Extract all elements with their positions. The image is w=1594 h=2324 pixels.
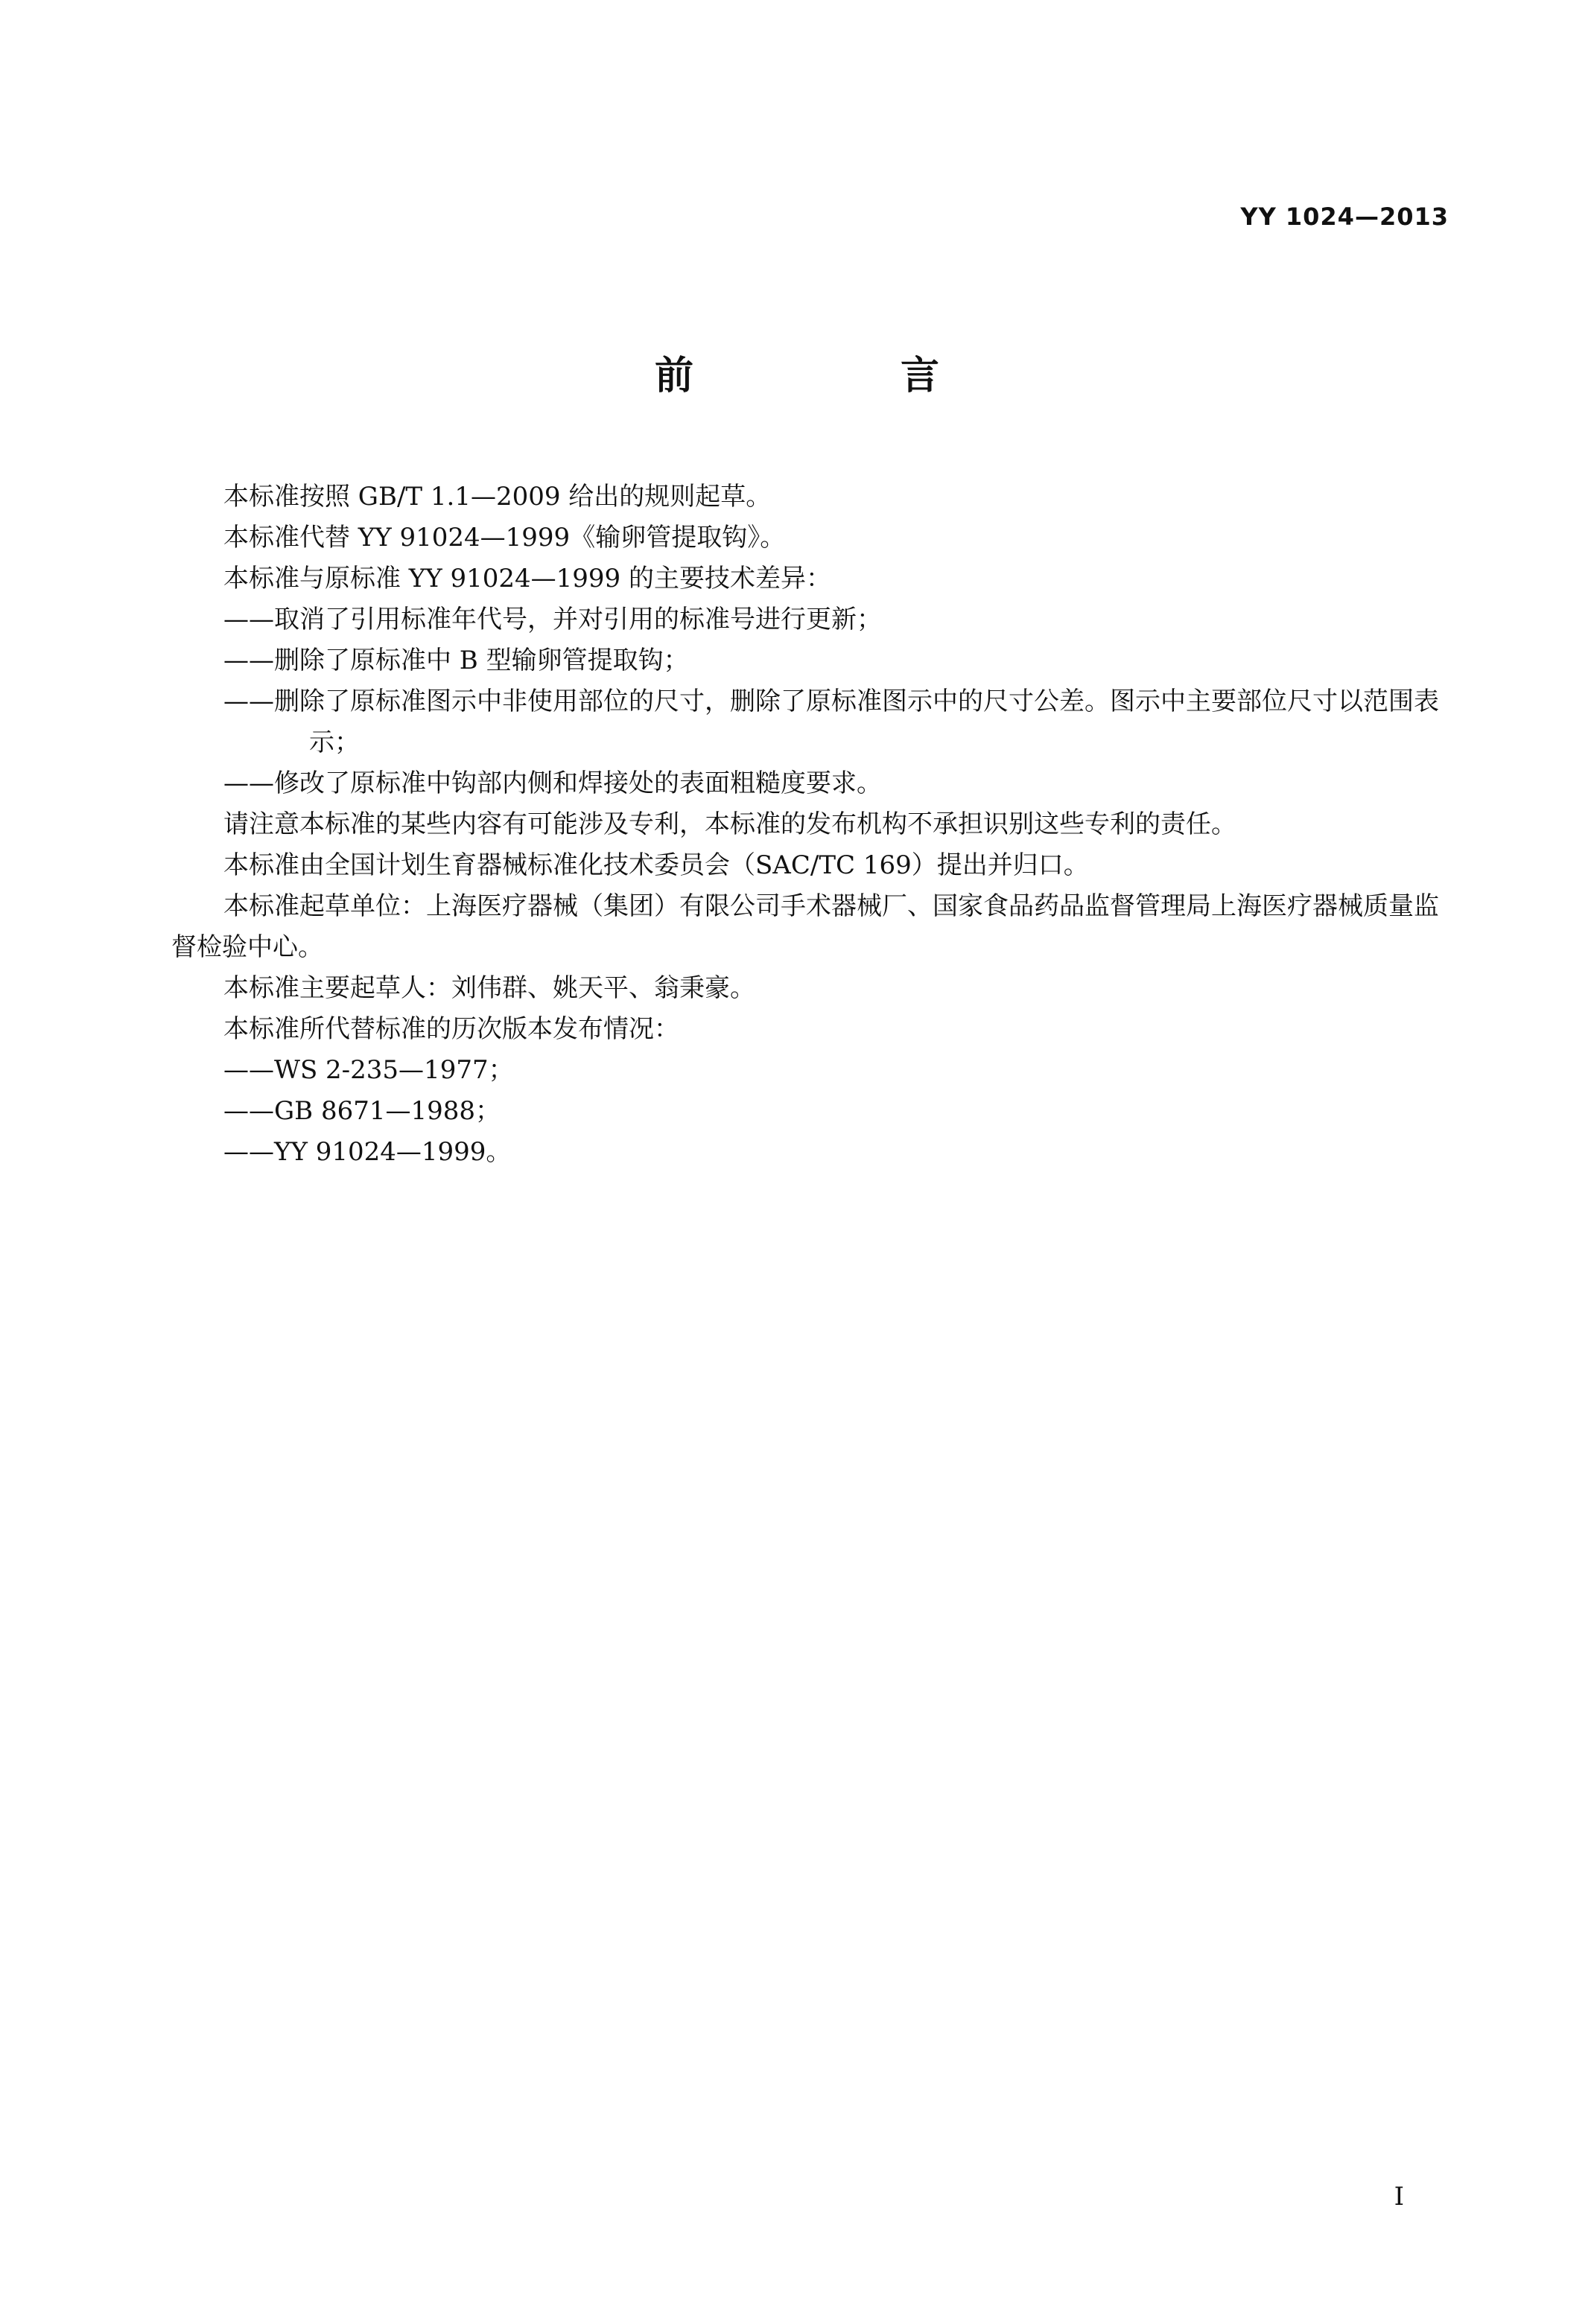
difference-item-1: ——取消了引用标准年代号，并对引用的标准号进行更新； (223, 605, 882, 634)
foreword-body (171, 477, 1452, 1173)
paragraph-drafting-rules: 本标准按照 GB/T 1.1—2009 给出的规则起草。 (223, 482, 772, 512)
paragraph-replaces: 本标准代替 YY 91024—1999《输卵管提取钩》。 (223, 523, 786, 553)
difference-item-3: ——删除了原标准图示中非使用部位的尺寸，删除了原标准图示中的尺寸公差。图示中主要部位尺寸以范围表示； (223, 687, 1439, 757)
paragraph-history-intro: 本标准所代替标准的历次版本发布情况： (223, 1014, 679, 1044)
paragraph-committee: 本标准由全国计划生育器械标准化技术委员会（SAC/TC 169）提出并归口。 (223, 850, 1089, 880)
difference-item-4: ——修改了原标准中钩部内侧和焊接处的表面粗糙度要求。 (223, 768, 882, 798)
history-item-1: ——WS 2-235—1977； (223, 1055, 514, 1085)
difference-item-2: ——删除了原标准中 B 型输卵管提取钩； (223, 646, 689, 675)
paragraph-drafters: 本标准主要起草人：刘伟群、姚天平、翁秉豪。 (223, 973, 755, 1003)
history-item-3: ——YY 91024—1999。 (223, 1137, 512, 1167)
page-number: I (1394, 2182, 1404, 2212)
paragraph-patent-notice: 请注意本标准的某些内容有可能涉及专利，本标准的发布机构不承担识别这些专利的责任。 (223, 809, 1236, 839)
paragraph-differences-intro: 本标准与原标准 YY 91024—1999 的主要技术差异： (223, 564, 831, 593)
page-title: 前 言 (654, 354, 1037, 398)
history-item-2: ——GB 8671—1988； (223, 1096, 501, 1126)
paragraph-drafting-units: 本标准起草单位：上海医疗器械（集团）有限公司手术器械厂、国家食品药品监督管理局上海医疗器械质量监督检验中心。 (171, 891, 1439, 962)
standard-code: YY 1024—2013 (1240, 203, 1449, 231)
